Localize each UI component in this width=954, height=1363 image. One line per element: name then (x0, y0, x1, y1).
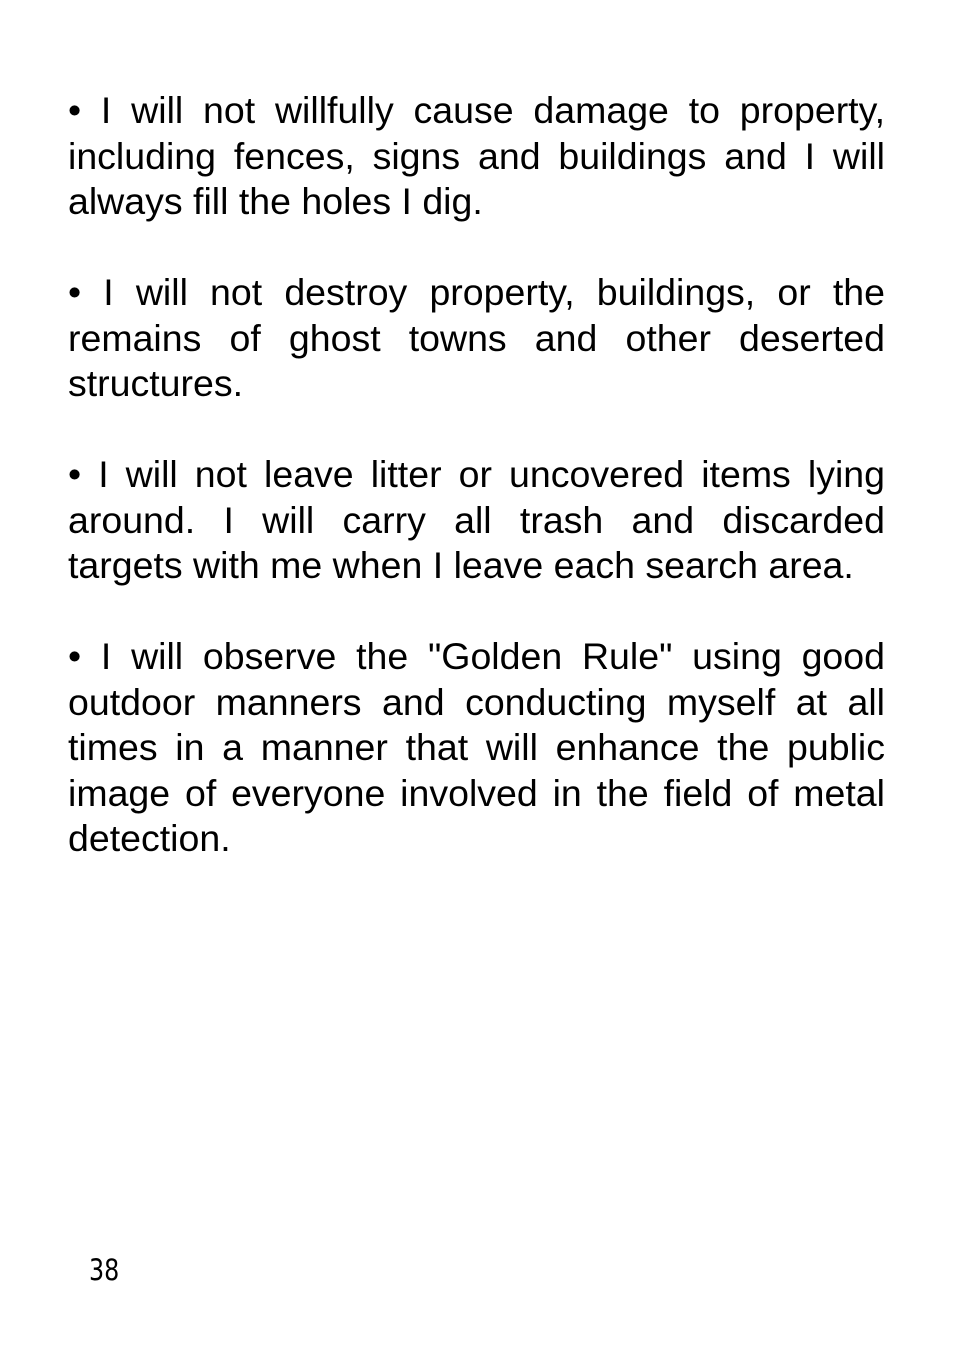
body-text (68, 88, 885, 907)
paragraph-golden-rule: • I will observe the "Golden Rule" using good outdoor manners and conducting myself at all times in a manner that will enhance the public image of everyone involved in the field of metal detection. (68, 635, 885, 859)
page-number: 38 (89, 1253, 120, 1287)
paragraph-litter: • I will not leave litter or uncovered items lying around. I will carry all trash and discarded targets with me when I leave each search area. (68, 453, 885, 586)
paragraph-ghost-towns: • I will not destroy property, buildings, or the remains of ghost towns and other deserted structures. (68, 271, 885, 404)
paragraph-property-damage: • I will not willfully cause damage to property, including fences, signs and buildings and I will always fill the holes I dig. (68, 89, 885, 222)
